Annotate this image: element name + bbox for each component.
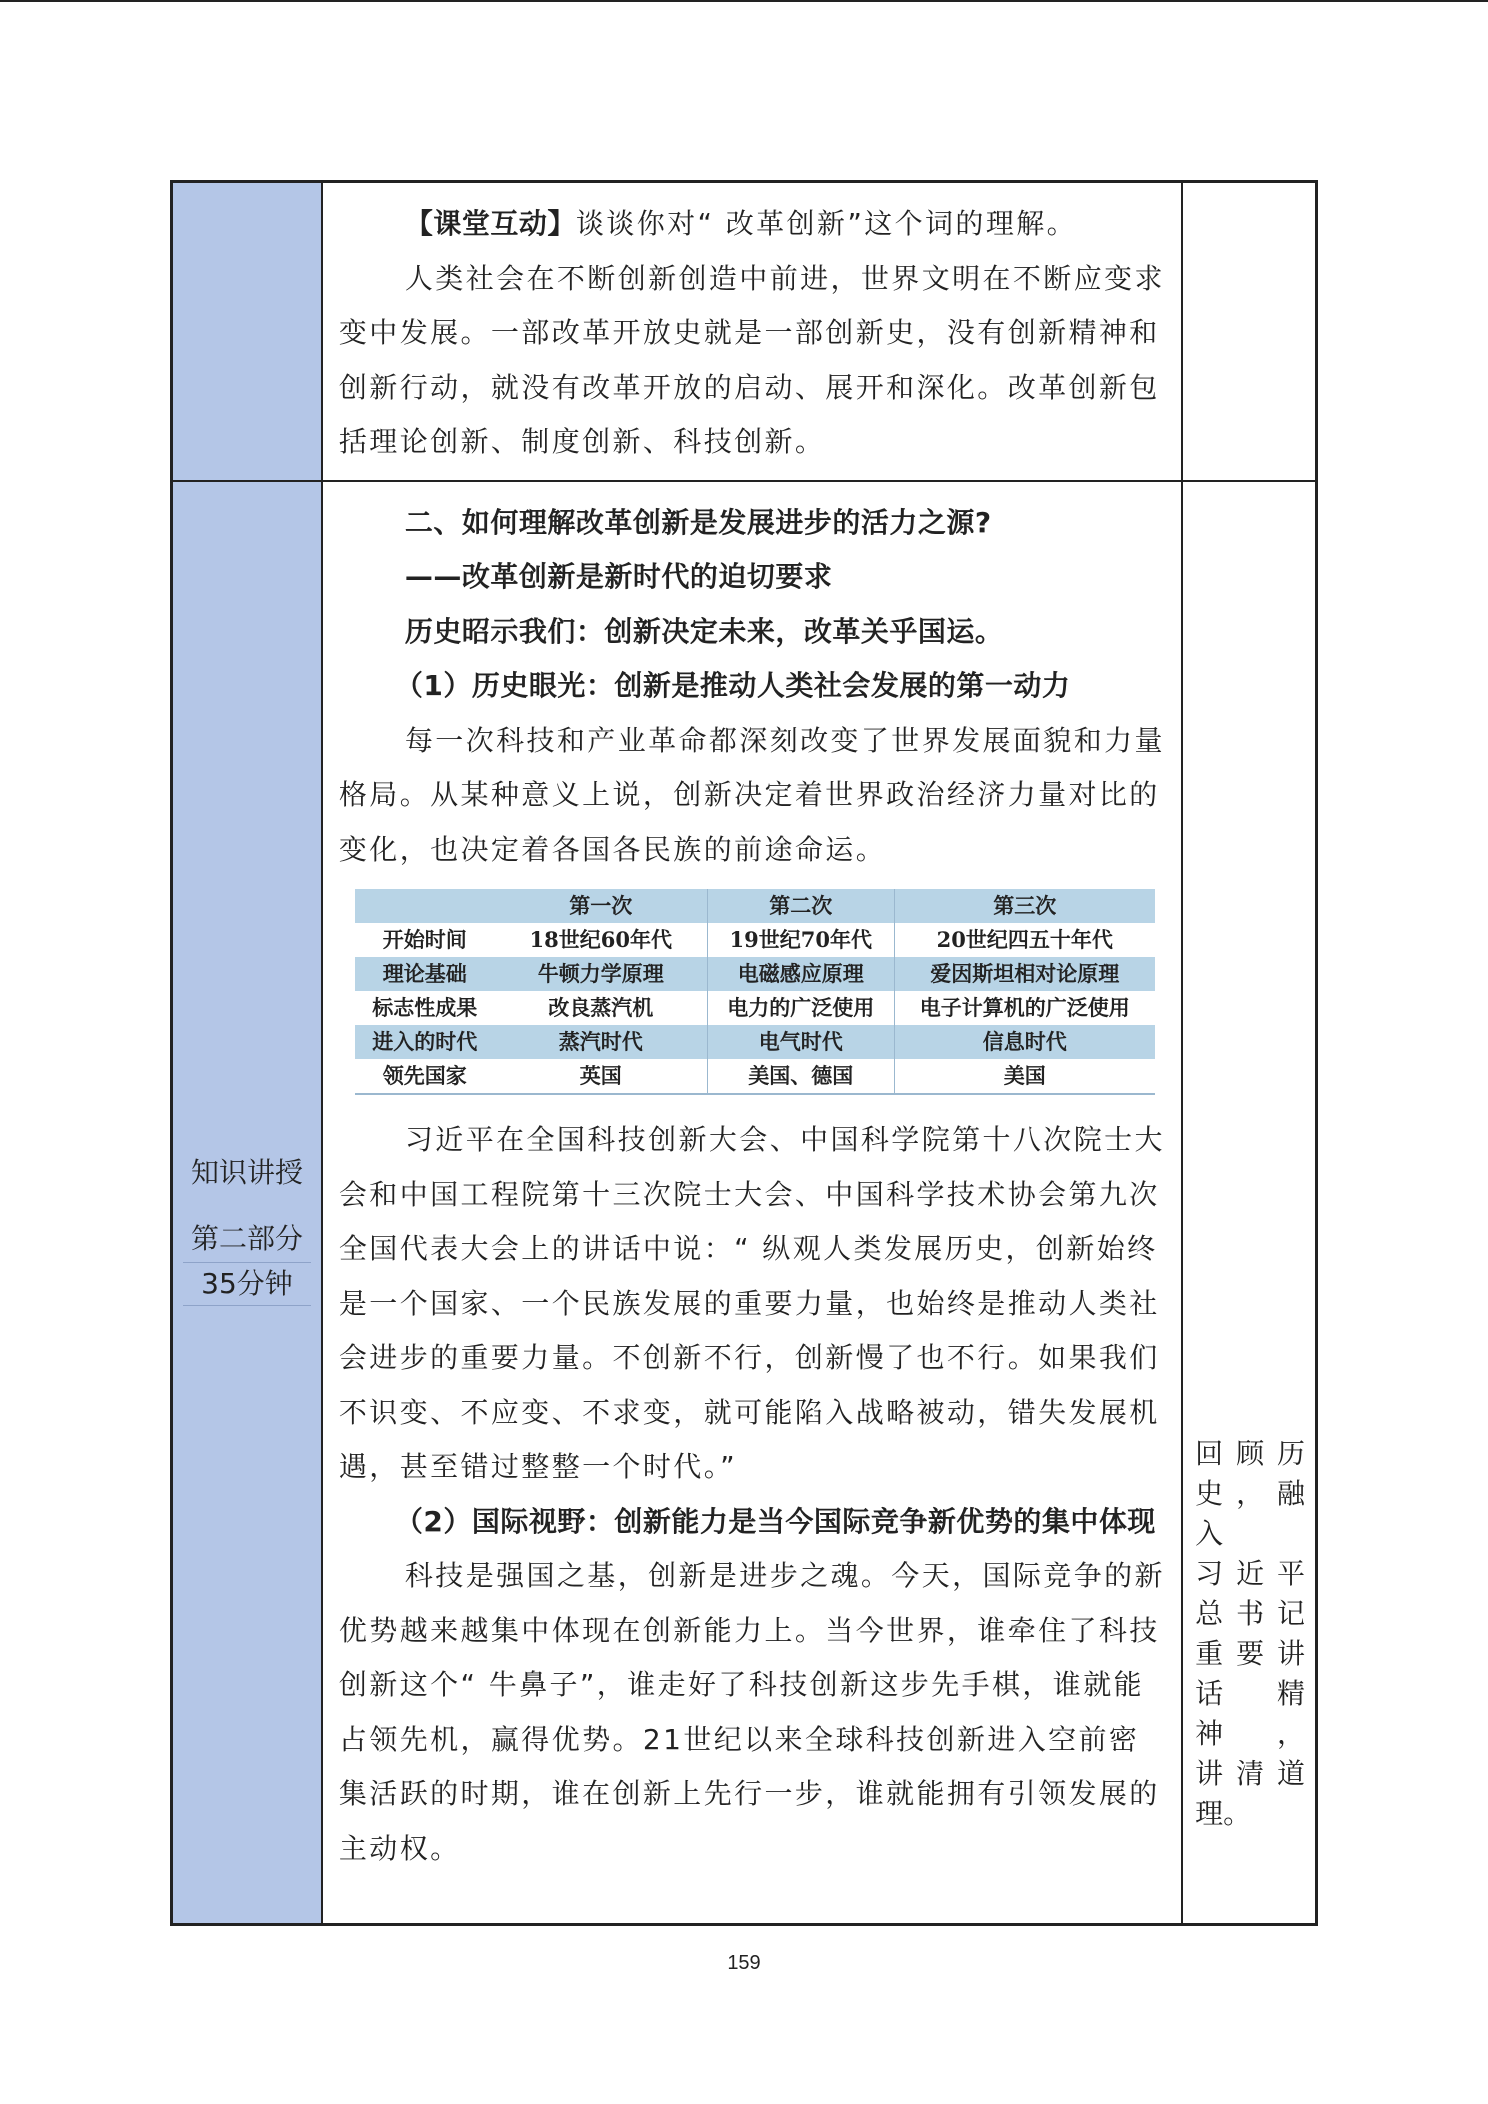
table-cell: 开始时间 [382, 927, 467, 952]
section-heading: 二、如何理解改革创新是发展进步的活力之源? [404, 505, 992, 539]
note-cell-empty [1182, 182, 1316, 481]
table-cell: 蒸汽时代 [495, 1025, 708, 1059]
table-row [355, 957, 1155, 991]
table-header-cell: 第三次 [894, 889, 1155, 923]
point1-paragraph: 每一次科技和产业革命都深刻改变了世界发展面貌和力量格局。从某种意义上说，创新决定着世界政治经济力量对比的变化，也决定着各国各民族的前途命运。 [338, 723, 1165, 866]
interaction-line [339, 197, 1167, 252]
table-row-knowledge [172, 481, 1317, 1925]
table-cell: 电力的广泛使用 [707, 991, 894, 1025]
table-cell: 爱因斯坦相对论原理 [894, 957, 1155, 991]
note-line: 话精神， [1195, 1676, 1305, 1750]
table-header-cell: 第一次 [495, 889, 708, 923]
content-cell-knowledge [322, 481, 1182, 1925]
side-label-line1: 知识讲授 [190, 1155, 303, 1189]
note-line: 回顾历 [1195, 1436, 1305, 1470]
table-row-interaction [172, 182, 1317, 481]
table-cell: 改良蒸汽机 [495, 991, 708, 1025]
table-cell: 20世纪四五十年代 [936, 927, 1113, 952]
content-cell-interaction [322, 182, 1182, 481]
table-header-cell [355, 889, 495, 923]
note-line: 总书记 [1195, 1596, 1305, 1630]
table-cell: 电气时代 [707, 1025, 894, 1059]
point2-title: （2）国际视野：创新能力是当今国际竞争新优势的集中体现 [394, 1504, 1156, 1538]
page-top-border [0, 0, 1488, 2]
side-label-cell [172, 481, 322, 1925]
table-cell: 信息时代 [894, 1025, 1155, 1059]
table-cell: 进入的时代 [355, 1025, 495, 1059]
note-line: 重要讲 [1195, 1636, 1305, 1670]
revolution-table-header [355, 889, 1155, 923]
point2-paragraph: 科技是强国之基，创新是进步之魂。今天，国际竞争的新优势越来越集中体现在创新能力上。当今世界，谁牵住了科技创新这个“ 牛鼻子”，谁走好了科技创新这步先手棋，谁就能占领先机，赢得优势。21世纪以来全球科技创新进入空前密集活跃的时期，谁在创新上先行一步，谁就能拥有引领发展的主动权。 [338, 1559, 1165, 1865]
table-row [355, 1025, 1155, 1059]
table-cell: 标志性成果 [372, 995, 478, 1020]
note-line: 习近平 [1195, 1556, 1305, 1590]
side-label-line3: 35分钟 [183, 1263, 311, 1306]
side-label-line2: 第二部分 [183, 1218, 311, 1263]
table-row [355, 1059, 1155, 1094]
note-line: 史，融入 [1195, 1476, 1305, 1550]
point1-title: （1）历史眼光：创新是推动人类社会发展的第一动力 [394, 669, 1071, 702]
table-cell: 电磁感应原理 [707, 957, 894, 991]
table-cell: 电子计算机的广泛使用 [919, 995, 1130, 1020]
lesson-plan-table [170, 180, 1318, 1926]
table-row [355, 991, 1155, 1025]
table-cell: 英国 [495, 1059, 708, 1094]
interaction-paragraph: 人类社会在不断创新创造中前进，世界文明在不断应变求变中发展。一部改革开放史就是一部创新史，没有创新精神和创新行动，就没有改革开放的启动、展开和深化。改革创新包括理论创新、制度创新、科技创新。 [338, 261, 1165, 458]
table-cell: 18世纪60年代 [495, 923, 708, 957]
table-cell: 美国、德国 [707, 1059, 894, 1094]
table-cell: 理论基础 [355, 957, 495, 991]
interaction-label: 【课堂互动】 [404, 207, 576, 240]
page-number: 159 [727, 1952, 761, 1974]
quote-paragraph: 习近平在全国科技创新大会、中国科学院第十八次院士大会和中国工程院第十三次院士大会、中国科学技术协会第九次全国代表大会上的讲话中说：“ 纵观人类发展历史，创新始终是一个国家、一个民族发展的重要力量，也始终是推动人类社会进步的重要力量。不创新不行，创新慢了也不行。如果我们不识变、不应变、不求变，就可能陷入战略被动，错失发展机遇，甚至错过整整一个时代。” [338, 1123, 1165, 1483]
note-cell [1182, 481, 1316, 1925]
side-label-cell-empty [172, 182, 322, 481]
interaction-text: 谈谈你对“ 改革创新”这个词的理解。 [575, 207, 1078, 240]
section-subheading: ——改革创新是新时代的迫切要求 [404, 560, 833, 593]
table-header-cell: 第二次 [707, 889, 894, 923]
table-cell: 19世纪70年代 [707, 923, 894, 957]
table-row [355, 923, 1155, 957]
table-cell: 领先国家 [355, 1059, 495, 1094]
table-cell: 美国 [894, 1059, 1155, 1094]
industrial-revolution-table [355, 889, 1155, 1095]
section-lead: 历史昭示我们：创新决定未来，改革关乎国运。 [404, 614, 1004, 648]
table-cell: 牛顿力学原理 [495, 957, 708, 991]
teaching-note [1195, 1434, 1305, 1834]
note-line: 理。 [1195, 1796, 1252, 1830]
note-line: 讲清道 [1195, 1756, 1305, 1790]
